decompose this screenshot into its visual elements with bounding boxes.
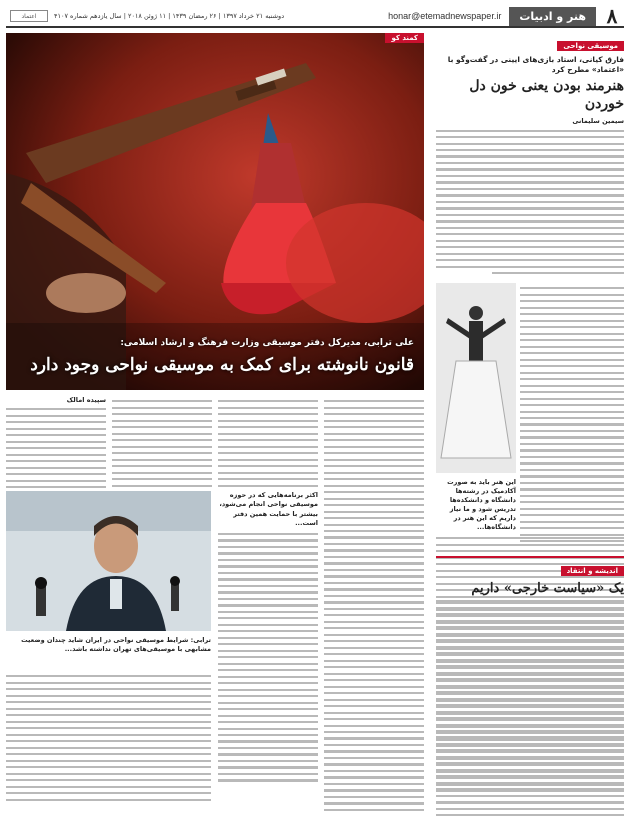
interview-column-1 [324,396,424,815]
interview-column-2 [218,396,318,491]
article-byline: سیمین سلیمانی [572,117,624,126]
interview-section [6,396,424,814]
page-number: ۸ [606,4,618,28]
interview-quote: اکثر برنامه‌هایی که در حوزه موسیقی نواحی انجام می‌شود، بیشتر با حمایت همین دفتر است... [218,491,318,786]
dancer-photo [436,283,516,473]
instrument-photo-illustration [6,33,424,390]
dateline: دوشنبه ۲۱ خرداد ۱۳۹۷ | ۲۶ رمضان ۱۴۳۹ | ۱۱ ژوئن ۲۰۱۸ | سال یازدهم شماره ۴۱۰۷ [54,12,285,20]
interview-byline: سپیده امالک [66,396,106,404]
interview-column-3 [112,396,212,491]
masthead [6,6,624,28]
section-tag: موسیقی نواحی [557,41,624,51]
article-body-continued [520,283,624,547]
hero-headline[interactable]: قانون نانوشته برای کمک به موسیقی نواحی وجود دارد [30,355,414,375]
hero-kicker: علی ترابی، مدیرکل دفتر موسیقی وزارت فرهنگ و ارشاد اسلامی: [120,338,414,348]
article-kicker: فارق کیانی، استاد بازی‌های ایینی در گفت‌وگو با «اعتماد» مطرح کرد [447,55,624,75]
website-link[interactable]: honar@etemadnewspaper.ir [388,11,502,21]
speaker-caption: ترابی: شرایط موسیقی نواحی در ایران شاید چندان وضعیت مشابهی با موسیقی‌های تهران نداشته باشد... [21,636,211,654]
hero-photo [6,33,424,390]
dancer-caption: این هنر باید به صورت آکادمیک در رشته‌ها دانشگاه و دانشکده‌ها تدریس شود و ما نیاز داریم که این هنر در دانشگاه‌ها... [447,478,516,532]
article-body [436,130,624,275]
interview-column-5 [6,671,211,805]
newspaper-logo: اعتماد [10,10,48,22]
bottom-article-right [436,556,624,820]
speaker-photo [6,491,211,631]
bottom-section-tag: اندیشه و انتقاد [561,566,624,576]
article-headline[interactable]: هنرمند بودن یعنی خون دل خوردن [469,78,624,112]
bottom-headline[interactable]: یک «سیاست خارجی» داریم [471,581,624,596]
section-title: هنر و ادبیات [509,7,596,26]
hero-badge: کمند کو [385,33,424,43]
interview-column-4 [6,396,106,493]
